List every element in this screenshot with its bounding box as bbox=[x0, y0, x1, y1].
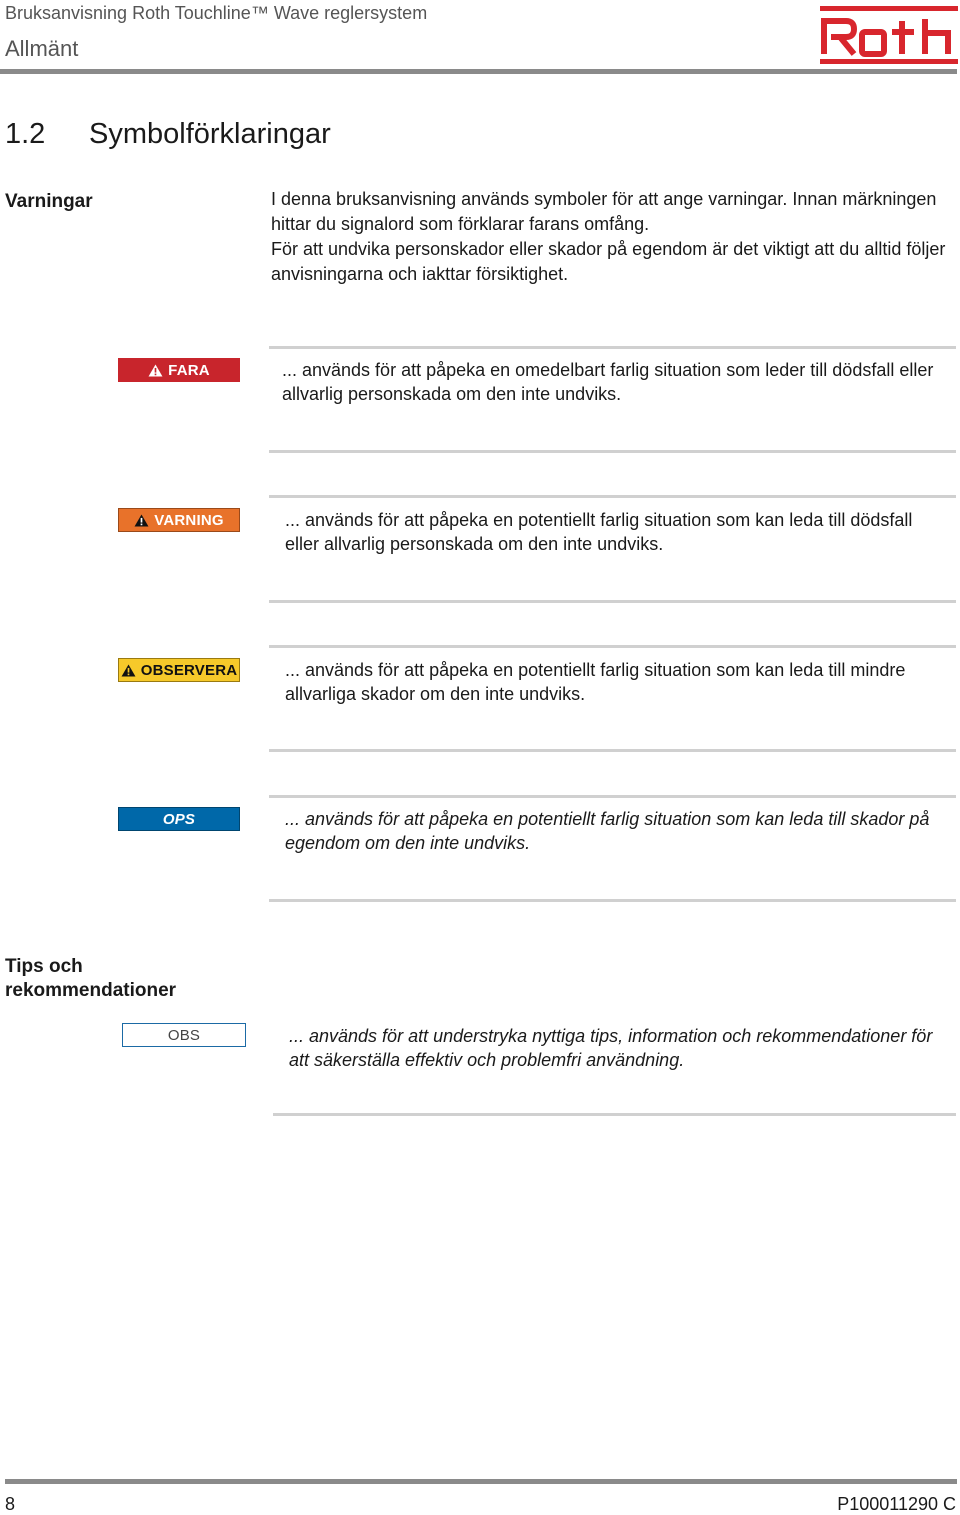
observera-badge bbox=[118, 658, 240, 682]
tips-label: Tips och rekommendationer bbox=[5, 956, 177, 1001]
varning-badge bbox=[118, 508, 240, 532]
warning-triangle-icon bbox=[148, 364, 163, 377]
obs-description: ... används för att understryka nyttiga tips, information och rekommendationer för att säkerställa effektiv och problemfri användning. bbox=[289, 1026, 933, 1070]
divider bbox=[273, 1113, 956, 1116]
observera-description: ... används för att påpeka en potentiellt farlig situation som kan leda till mindre allvarliga skador om den inte undviks. bbox=[285, 660, 906, 704]
chapter-title: Allmänt bbox=[5, 36, 79, 61]
header-rule bbox=[0, 69, 957, 74]
divider bbox=[269, 450, 956, 453]
warnings-intro bbox=[271, 187, 951, 287]
footer-rule bbox=[5, 1479, 957, 1484]
divider bbox=[269, 346, 956, 349]
fara-description: ... används för att påpeka en omedelbart farlig situation som leder till dödsfall eller allvarlig personskada om den inte undviks. bbox=[282, 360, 934, 404]
divider bbox=[269, 600, 956, 603]
page-number: 8 bbox=[5, 1494, 16, 1514]
varning-badge-label: VARNING bbox=[154, 511, 224, 529]
warnings-label: Varningar bbox=[5, 191, 93, 212]
fara-badge bbox=[118, 358, 240, 382]
roth-logo bbox=[820, 6, 958, 64]
obs-badge-label: OBS bbox=[167, 1026, 201, 1044]
intro-paragraph-1: I denna bruksanvisning används symboler för att ange varningar. Innan märkningen hittar du signalord som förklarar farans omfång. bbox=[271, 189, 937, 234]
ops-badge-label: OPS bbox=[162, 810, 196, 828]
document-code: P100011290 C bbox=[837, 1494, 956, 1514]
divider bbox=[269, 749, 956, 752]
ops-badge bbox=[118, 807, 240, 831]
intro-paragraph-2: För att undvika personskador eller skador på egendom är det viktigt att du alltid följer anvisningarna och iakttar försiktighet. bbox=[271, 239, 946, 284]
ops-description: ... används för att påpeka en potentiellt farlig situation som kan leda till skador på egendom om den inte undviks. bbox=[285, 809, 930, 853]
divider bbox=[269, 899, 956, 902]
warning-triangle-icon bbox=[121, 664, 136, 677]
section-title: Symbolförklaringar bbox=[89, 118, 331, 150]
document-title: Bruksanvisning Roth Touchline™ Wave reglersystem bbox=[5, 3, 428, 23]
varning-description: ... används för att påpeka en potentiellt farlig situation som kan leda till dödsfall eller allvarlig personskada om den inte undviks. bbox=[285, 510, 913, 554]
warning-triangle-icon bbox=[134, 514, 149, 527]
fara-badge-label: FARA bbox=[168, 361, 210, 379]
section-heading bbox=[5, 118, 331, 151]
obs-badge bbox=[122, 1023, 246, 1047]
divider bbox=[269, 795, 956, 798]
observera-badge-label: OBSERVERA bbox=[140, 661, 238, 679]
section-number: 1.2 bbox=[5, 118, 46, 150]
divider bbox=[269, 495, 956, 498]
divider bbox=[269, 645, 956, 648]
